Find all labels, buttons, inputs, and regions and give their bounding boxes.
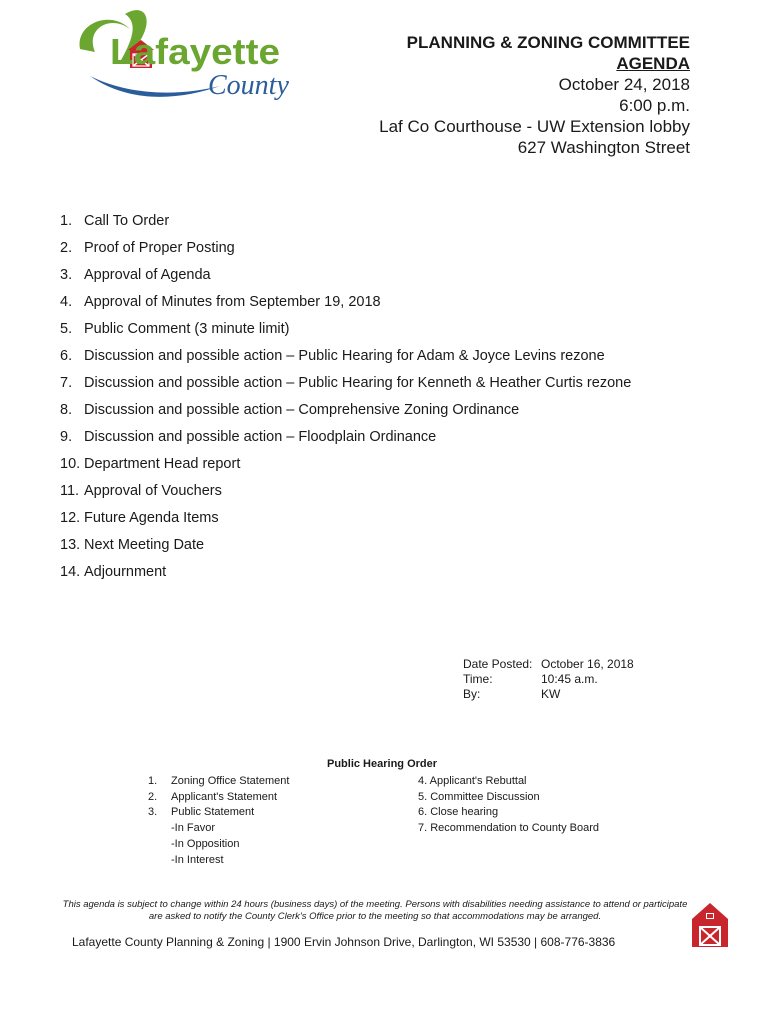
time-posted-value: 10:45 a.m.	[541, 672, 598, 686]
time-posted-label: Time:	[463, 672, 493, 686]
agenda-item: 4. Approval of Minutes from September 19, 2018	[60, 294, 381, 310]
agenda-item: 1. Call To Order	[60, 213, 170, 229]
agenda-item: 13. Next Meeting Date	[60, 537, 205, 553]
hearing-step: 5. Committee Discussion	[418, 790, 540, 803]
agenda-item: 5. Public Comment (3 minute limit)	[60, 321, 290, 337]
hearing-step: 4. Applicant's Rebuttal	[418, 775, 527, 787]
hearing-substep: -In Interest	[171, 853, 224, 866]
date-posted-value: October 16, 2018	[541, 657, 634, 671]
agenda-item: 14. Adjournment	[60, 564, 167, 580]
hearing-step: 3. Public Statement	[148, 806, 255, 819]
agenda-item: 2. Proof of Proper Posting	[60, 240, 235, 256]
county-logo	[70, 4, 300, 104]
logo-text-top: Lafayette	[110, 31, 280, 72]
posted-by-value: KW	[541, 687, 561, 701]
logo-text-bottom: County	[208, 70, 289, 101]
hearing-order-left-list	[148, 774, 289, 868]
hearing-substep: -In Favor	[171, 822, 216, 835]
agenda-item: 9. Discussion and possible action – Floodplain Ordinance	[60, 429, 437, 445]
hearing-step: 2. Applicant's Statement	[148, 790, 278, 803]
committee-title: PLANNING & ZONING COMMITTEE	[406, 33, 690, 52]
agenda-item: 7. Discussion and possible action – Public Hearing for Kenneth & Heather Curtis rezone	[60, 375, 632, 391]
meeting-date: October 24, 2018	[558, 75, 690, 94]
agenda-item: 11. Approval of Vouchers	[60, 483, 222, 499]
date-posted-label: Date Posted:	[463, 657, 533, 671]
agenda-item: 6. Discussion and possible action – Public Hearing for Adam & Joyce Levins rezone	[60, 348, 605, 364]
meeting-time: 6:00 p.m.	[619, 96, 690, 115]
barn-icon	[690, 901, 730, 947]
hearing-order-right-list	[418, 774, 599, 837]
hearing-substep: -In Opposition	[171, 837, 240, 850]
footer-contact: Lafayette County Planning & Zoning | 1900 Ervin Johnson Drive, Darlington, WI 53530 | 608-776-3836	[72, 935, 616, 949]
lafayette-county-logo-graphic	[70, 4, 300, 104]
hearing-step: 7. Recommendation to County Board	[418, 822, 599, 835]
agenda-item: 3. Approval of Agenda	[60, 267, 211, 283]
hearing-step: 6. Close hearing	[418, 806, 499, 819]
disclaimer-text: This agenda is subject to change within 24 hours (business days) of the meeting. Persons with disabilities needing assistance to attend or participate are asked to notify the County Clerk's Office prior to the meeting so that accommodations may be arranged.	[62, 899, 688, 922]
meeting-address: 627 Washington Street	[517, 138, 690, 157]
hearing-step: 1. Zoning Office Statement	[148, 775, 290, 787]
agenda-heading: AGENDA	[616, 54, 690, 73]
posted-by-label: By:	[463, 687, 481, 701]
agenda-item: 12. Future Agenda Items	[60, 510, 219, 526]
meeting-location: Laf Co Courthouse - UW Extension lobby	[379, 117, 690, 136]
agenda-item: 8. Discussion and possible action – Comprehensive Zoning Ordinance	[60, 402, 520, 418]
hearing-order-title: Public Hearing Order	[327, 758, 438, 770]
agenda-item: 10. Department Head report	[60, 456, 241, 472]
document-header	[379, 32, 690, 158]
posting-info	[463, 657, 634, 702]
agenda-list	[60, 208, 631, 586]
